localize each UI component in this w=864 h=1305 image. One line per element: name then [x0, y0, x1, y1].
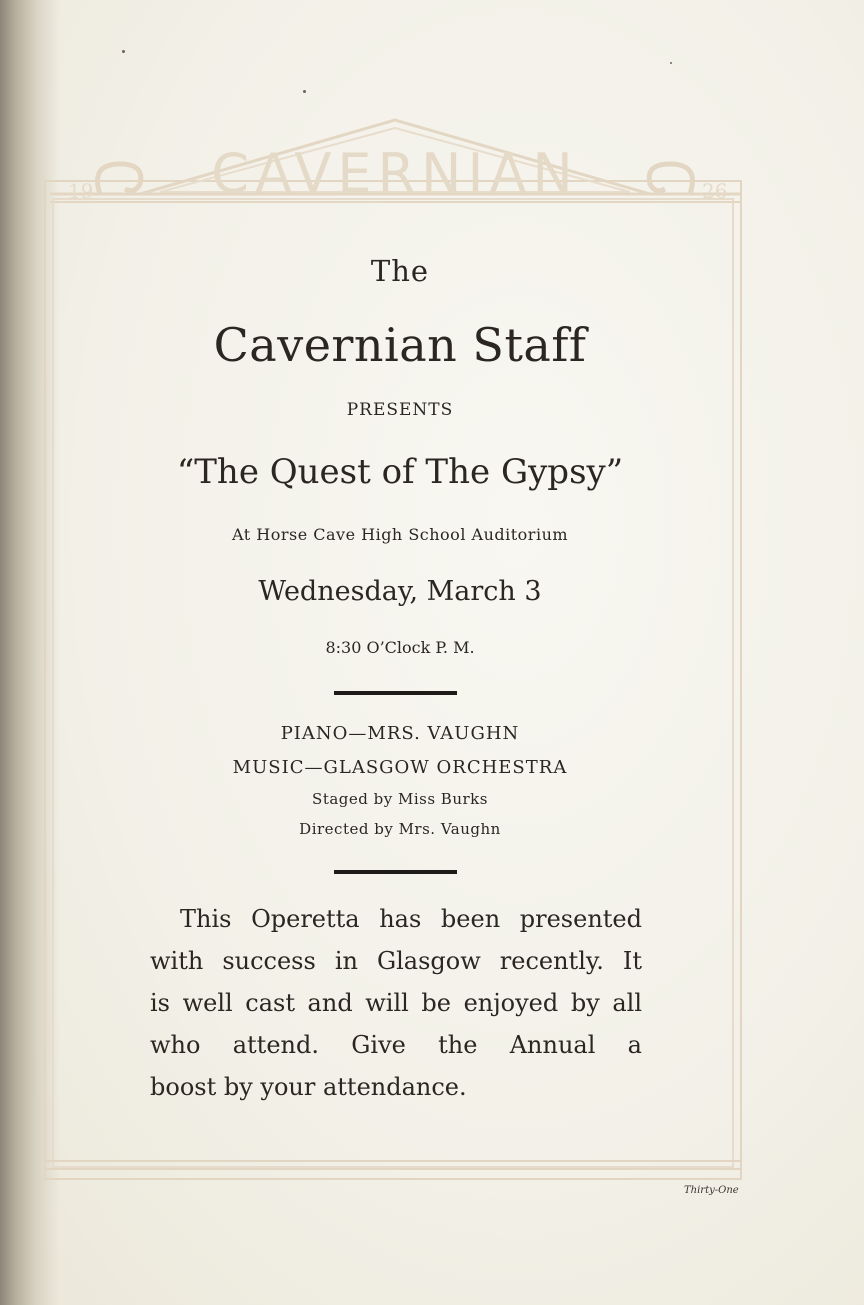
divider-rule-top: [334, 691, 457, 695]
paragraph-line: [150, 1024, 642, 1066]
paragraph-line-text: This Operetta has been presented: [180, 905, 642, 933]
banner-title-text: CAVERNIAN: [211, 142, 579, 205]
paragraph-line: [150, 898, 642, 940]
divider-rule-bottom: [334, 870, 457, 874]
presents-text: PRESENTS: [346, 400, 454, 420]
paragraph-line-text: who attend. Give the Annual a: [150, 1031, 642, 1059]
paragraph-line: [150, 982, 642, 1024]
date-text: Wednesday, March 3: [258, 576, 542, 607]
paper-speck: [670, 62, 672, 64]
credit-staged: Staged by Miss Burks: [312, 790, 488, 808]
paragraph-line-text: is well cast and will be enjoyed by all: [150, 989, 642, 1017]
paper-speck: [303, 90, 306, 93]
time-text: 8:30 O’Clock P. M.: [325, 638, 475, 657]
paragraph-line: [150, 1066, 642, 1108]
paragraph-line-text: with success in Glasgow recently. It: [150, 947, 642, 975]
play-title: “The Quest of The Gypsy”: [176, 452, 624, 492]
intro-text: The: [370, 254, 430, 288]
year-right-text: 26: [702, 179, 728, 203]
credit-music: MUSIC—GLASGOW ORCHESTRA: [232, 757, 568, 778]
year-left-text: 19: [68, 179, 94, 203]
left-scroll-ornament: [98, 164, 141, 194]
paragraph-line: [150, 940, 642, 982]
page-number: Thirty-One: [684, 1185, 739, 1196]
credit-piano: PIANO—MRS. VAUGHN: [280, 723, 520, 744]
description-paragraph: [150, 898, 642, 1108]
cavernian-header-banner: [40, 112, 750, 212]
credit-directed: Directed by Mrs. Vaughn: [299, 820, 501, 838]
venue-text: At Horse Cave High School Auditorium: [231, 525, 569, 544]
right-scroll-ornament: [649, 164, 692, 194]
paragraph-line-text: boost by your attendance.: [150, 1073, 467, 1101]
staff-title: Cavernian Staff: [213, 318, 587, 372]
paper-speck: [122, 50, 125, 53]
bottom-border-rule: [44, 1160, 742, 1170]
